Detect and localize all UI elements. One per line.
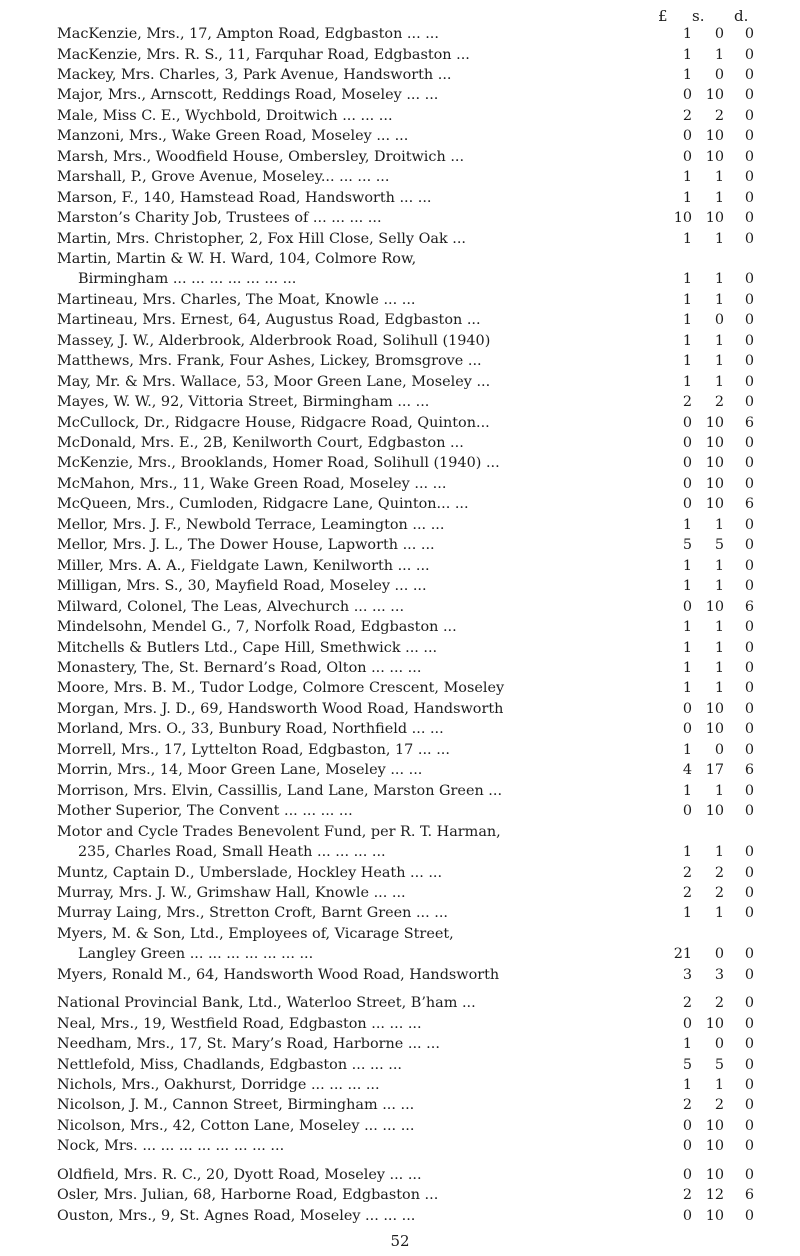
shillings-amount: 1 (714, 169, 724, 186)
shillings-amount: 0 (714, 26, 724, 42)
shillings-amount: 0 (714, 741, 724, 758)
subscriber-name: May, Mr. & Mrs. Wallace, 53, Moor Green Lane, Moseley ... (57, 373, 491, 390)
shillings-amount: 1 (714, 557, 724, 574)
subscriber-name: McCullock, Dr., Ridgacre House, Ridgacre Road, Quinton... (57, 414, 490, 431)
subscriber-name: Miller, Mrs. A. A., Fieldgate Lawn, Kenilworth ... ... (57, 557, 430, 574)
subscriber-name: Mitchells & Butlers Ltd., Cape Hill, Smethwick ... ... (57, 639, 438, 656)
pounds-amount: 0 (682, 1015, 692, 1032)
pence-amount: 0 (744, 578, 754, 595)
list-item (0, 515, 800, 536)
pence-amount: 0 (744, 803, 754, 820)
list-item (0, 1034, 800, 1055)
pence-amount: 0 (744, 1207, 754, 1224)
subscriber-name: Nichols, Mrs., Oakhurst, Dorridge ... ... ... ... (57, 1077, 380, 1093)
pounds-amount: 0 (682, 475, 692, 492)
subscriber-name: Marson, F., 140, Hamstead Road, Handsworth ... ... (57, 189, 432, 206)
list-item (0, 699, 800, 720)
pence-amount: 0 (744, 475, 754, 492)
pence-amount: 0 (744, 291, 754, 308)
shillings-amount: 1 (714, 1077, 724, 1093)
pounds-amount: 1 (682, 26, 692, 42)
shillings-amount: 10 (705, 435, 724, 451)
pence-amount: 0 (744, 230, 754, 247)
list-item (0, 863, 800, 884)
pence-amount: 0 (744, 1166, 754, 1183)
subscriber-name: Marshall, P., Grove Avenue, Moseley... ... ... ... (57, 169, 390, 186)
pounds-amount: 1 (682, 782, 692, 799)
pence-amount: 0 (744, 394, 754, 411)
pounds-amount: 1 (682, 373, 692, 390)
pounds-amount: 1 (682, 578, 692, 595)
shillings-amount: 1 (714, 332, 724, 349)
list-item (0, 842, 800, 863)
shillings-amount: 1 (714, 291, 724, 308)
subscriber-name: Mellor, Mrs. J. F., Newbold Terrace, Leamington ... ... (57, 516, 445, 533)
pounds-amount: 1 (682, 557, 692, 574)
pounds-amount: 0 (682, 1138, 692, 1155)
list-item (0, 1075, 800, 1096)
subscriber-name: Birmingham ... ... ... ... ... ... ... (78, 271, 297, 288)
shillings-amount: 10 (705, 1207, 724, 1224)
subscriber-name: Muntz, Captain D., Umberslade, Hockley Heath ... ... (57, 864, 443, 881)
subscriber-name: Mother Superior, The Convent ... ... ... ... (57, 803, 353, 820)
pence-amount: 6 (744, 1187, 754, 1204)
pounds-amount: 0 (682, 803, 692, 820)
pence-column-header: d. (734, 7, 749, 25)
list-item (0, 638, 800, 659)
shillings-amount: 1 (714, 516, 724, 533)
pounds-amount: 1 (682, 1077, 692, 1093)
subscriber-name: Nicolson, J. M., Cannon Street, Birmingham ... ... (57, 1097, 415, 1114)
pounds-amount: 1 (682, 619, 692, 636)
shillings-amount: 1 (714, 189, 724, 206)
list-item (0, 576, 800, 597)
shillings-amount: 10 (705, 803, 724, 820)
shillings-amount: 2 (714, 864, 724, 881)
subscriber-name: Nock, Mrs. ... ... ... ... ... ... ... ... (57, 1138, 285, 1155)
pence-amount: 0 (744, 537, 754, 554)
list-item (0, 1206, 800, 1227)
shillings-amount: 1 (714, 619, 724, 636)
subscriber-name: Marsh, Mrs., Woodfield House, Ombersley, Droitwich ... (57, 148, 465, 165)
list-item (0, 1165, 800, 1186)
list-item (0, 678, 800, 699)
pounds-amount: 1 (682, 332, 692, 349)
shillings-column-header: s. (692, 7, 705, 25)
shillings-amount: 10 (705, 1166, 724, 1183)
shillings-amount: 1 (714, 578, 724, 595)
list-item (0, 167, 800, 188)
list-item (0, 1136, 800, 1157)
list-item (0, 965, 800, 986)
list-item (0, 781, 800, 802)
subscriber-name: Morrison, Mrs. Elvin, Cassillis, Land Lane, Marston Green ... (57, 782, 503, 799)
pence-amount: 0 (744, 332, 754, 349)
pounds-amount: 2 (682, 394, 692, 411)
list-item (0, 24, 800, 45)
pounds-amount: 0 (682, 1166, 692, 1183)
list-item (0, 719, 800, 740)
shillings-amount: 10 (705, 598, 724, 615)
shillings-amount: 1 (714, 782, 724, 799)
list-item (0, 944, 800, 965)
list-item (0, 597, 800, 618)
list-item (0, 249, 800, 270)
pounds-amount: 1 (682, 905, 692, 922)
pounds-amount: 0 (682, 414, 692, 431)
list-item (0, 760, 800, 781)
pounds-amount: 1 (682, 271, 692, 288)
pence-amount: 0 (744, 557, 754, 574)
pence-amount: 0 (744, 169, 754, 186)
shillings-amount: 2 (714, 394, 724, 411)
pounds-amount: 1 (682, 353, 692, 370)
subscriber-name: Mayes, W. W., 92, Vittoria Street, Birmingham ... ... (57, 394, 430, 411)
pounds-amount: 0 (682, 455, 692, 472)
subscriber-name: Murray Laing, Mrs., Stretton Croft, Barnt Green ... ... (57, 905, 448, 922)
subscriber-name: Male, Miss C. E., Wychbold, Droitwich ... ... ... (57, 107, 393, 124)
list-item (0, 1055, 800, 1076)
shillings-amount: 1 (714, 844, 724, 860)
pence-amount: 0 (744, 373, 754, 390)
pence-amount: 0 (744, 516, 754, 533)
shillings-amount: 0 (714, 66, 724, 83)
subscriber-name: Morland, Mrs. O., 33, Bunbury Road, Northfield ... ... (57, 721, 444, 738)
subscriber-name: Mindelsohn, Mendel G., 7, Norfolk Road, Edgbaston ... (57, 619, 457, 636)
subscriber-name: Martineau, Mrs. Ernest, 64, Augustus Road, Edgbaston ... (57, 312, 481, 329)
subscriber-name: Martin, Mrs. Christopher, 2, Fox Hill Close, Selly Oak ... (57, 230, 466, 247)
pounds-amount: 21 (673, 946, 692, 963)
shillings-amount: 10 (705, 721, 724, 738)
subscriber-name: Nicolson, Mrs., 42, Cotton Lane, Moseley ... ... ... (57, 1117, 415, 1134)
shillings-amount: 0 (714, 1036, 724, 1053)
shillings-amount: 17 (705, 762, 724, 779)
pounds-amount: 1 (682, 1036, 692, 1053)
subscriber-name: Martin, Martin & W. H. Ward, 104, Colmore Row, (57, 250, 417, 267)
pence-amount: 0 (744, 26, 754, 42)
list-item (0, 1116, 800, 1137)
list-item (0, 453, 800, 474)
list-item (0, 433, 800, 454)
shillings-amount: 1 (714, 680, 724, 697)
subscriber-name: 235, Charles Road, Small Heath ... ... ... ... (78, 844, 386, 860)
pence-amount: 0 (744, 905, 754, 922)
subscriber-name: Needham, Mrs., 17, St. Mary’s Road, Harborne ... ... (57, 1036, 440, 1053)
subscriber-name: Myers, Ronald M., 64, Handsworth Wood Road, Handsworth (57, 966, 500, 983)
shillings-amount: 10 (705, 1138, 724, 1155)
subscriber-name: Neal, Mrs., 19, Westfield Road, Edgbaston ... ... ... (57, 1015, 422, 1032)
subscriber-name: Morrin, Mrs., 14, Moor Green Lane, Moseley ... ... (57, 762, 423, 779)
shillings-amount: 10 (705, 455, 724, 472)
pounds-amount: 10 (673, 210, 692, 226)
pounds-amount: 1 (682, 169, 692, 186)
list-item (0, 413, 800, 434)
list-item (0, 351, 800, 372)
pence-amount: 0 (744, 1036, 754, 1053)
pence-amount: 0 (744, 660, 754, 676)
shillings-amount: 10 (705, 700, 724, 717)
subscriber-name: Milward, Colonel, The Leas, Alvechurch ... ... ... (57, 598, 405, 615)
shillings-amount: 10 (705, 210, 724, 226)
list-item (0, 658, 800, 679)
subscriber-name: Massey, J. W., Alderbrook, Alderbrook Road, Solihull (1940) (57, 332, 491, 349)
pence-amount: 6 (744, 762, 754, 779)
list-item (0, 1185, 800, 1206)
pounds-amount: 1 (682, 680, 692, 697)
subscriber-name: McMahon, Mrs., 11, Wake Green Road, Moseley ... ... (57, 475, 447, 492)
list-item (0, 1014, 800, 1035)
pounds-amount: 0 (682, 435, 692, 451)
pounds-amount: 0 (682, 496, 692, 513)
subscriber-name: Ouston, Mrs., 9, St. Agnes Road, Moseley ... ... ... (57, 1207, 416, 1224)
pence-amount: 0 (744, 435, 754, 451)
subscriber-name: Morgan, Mrs. J. D., 69, Handsworth Wood Road, Handsworth (57, 700, 504, 717)
pounds-amount: 0 (682, 598, 692, 615)
list-item (0, 883, 800, 904)
pence-amount: 0 (744, 1015, 754, 1032)
subscriber-name: Mellor, Mrs. J. L., The Dower House, Lapworth ... ... (57, 537, 435, 554)
pence-amount: 0 (744, 107, 754, 124)
subscriber-name: MacKenzie, Mrs. R. S., 11, Farquhar Road, Edgbaston ... (57, 46, 470, 63)
subscriber-name: MacKenzie, Mrs., 17, Ampton Road, Edgbaston ... ... (57, 26, 439, 42)
pounds-amount: 1 (682, 66, 692, 83)
pence-amount: 0 (744, 46, 754, 63)
pence-amount: 0 (744, 148, 754, 165)
subscriber-name: Mackey, Mrs. Charles, 3, Park Avenue, Handsworth ... (57, 66, 452, 83)
pence-amount: 0 (744, 639, 754, 656)
shillings-amount: 1 (714, 353, 724, 370)
list-item (0, 331, 800, 352)
pounds-amount: 2 (682, 864, 692, 881)
shillings-amount: 5 (714, 537, 724, 554)
shillings-amount: 12 (705, 1187, 724, 1204)
pounds-amount: 1 (682, 189, 692, 206)
pence-amount: 0 (744, 946, 754, 963)
list-item (0, 924, 800, 945)
subscriber-name: Nettlefold, Miss, Chadlands, Edgbaston ... ... ... (57, 1056, 402, 1073)
list-item (0, 822, 800, 843)
list-item (0, 392, 800, 413)
subscriber-name: Martineau, Mrs. Charles, The Moat, Knowle ... ... (57, 291, 416, 308)
pounds-amount: 0 (682, 700, 692, 717)
page-number: 52 (390, 1232, 410, 1250)
list-item (0, 494, 800, 515)
pence-amount: 6 (744, 496, 754, 513)
list-item (0, 310, 800, 331)
pence-amount: 0 (744, 353, 754, 370)
pence-amount: 0 (744, 741, 754, 758)
pounds-amount: 0 (682, 87, 692, 104)
shillings-amount: 1 (714, 639, 724, 656)
list-item (0, 65, 800, 86)
pence-amount: 0 (744, 782, 754, 799)
pence-amount: 0 (744, 864, 754, 881)
shillings-amount: 1 (714, 271, 724, 288)
list-item (0, 106, 800, 127)
pence-amount: 0 (744, 455, 754, 472)
pence-amount: 0 (744, 700, 754, 717)
shillings-amount: 1 (714, 230, 724, 247)
shillings-amount: 10 (705, 496, 724, 513)
pence-amount: 6 (744, 598, 754, 615)
shillings-amount: 2 (714, 107, 724, 124)
pence-amount: 0 (744, 128, 754, 145)
shillings-amount: 10 (705, 148, 724, 165)
pence-amount: 0 (744, 1077, 754, 1093)
shillings-amount: 2 (714, 995, 724, 1012)
list-item (0, 903, 800, 924)
subscriber-name: Marston’s Charity Job, Trustees of ... ... ... ... (57, 210, 382, 226)
pounds-amount: 1 (682, 312, 692, 329)
pounds-amount: 1 (682, 844, 692, 860)
pence-amount: 0 (744, 1117, 754, 1134)
list-item (0, 801, 800, 822)
pounds-amount: 0 (682, 721, 692, 738)
pence-amount: 0 (744, 884, 754, 901)
pounds-amount: 4 (682, 762, 692, 779)
list-item (0, 229, 800, 250)
shillings-amount: 0 (714, 312, 724, 329)
pence-amount: 0 (744, 189, 754, 206)
pounds-amount: 1 (682, 660, 692, 676)
list-item (0, 1095, 800, 1116)
shillings-amount: 10 (705, 1015, 724, 1032)
pounds-amount: 1 (682, 291, 692, 308)
shillings-amount: 10 (705, 475, 724, 492)
pence-amount: 0 (744, 721, 754, 738)
subscriber-name: Myers, M. & Son, Ltd., Employees of, Vicarage Street, (57, 925, 454, 942)
shillings-amount: 3 (714, 966, 724, 983)
subscriber-name: Monastery, The, St. Bernard’s Road, Olton ... ... ... (57, 660, 422, 676)
pence-amount: 0 (744, 1097, 754, 1114)
list-item (0, 474, 800, 495)
pounds-amount: 2 (682, 884, 692, 901)
subscriber-name: National Provincial Bank, Ltd., Waterloo Street, B’ham ... (57, 995, 476, 1012)
list-item (0, 290, 800, 311)
shillings-amount: 1 (714, 660, 724, 676)
shillings-amount: 2 (714, 884, 724, 901)
pence-amount: 0 (744, 680, 754, 697)
pence-amount: 0 (744, 87, 754, 104)
subscriber-name: McKenzie, Mrs., Brooklands, Homer Road, Solihull (1940) ... (57, 455, 500, 472)
shillings-amount: 1 (714, 905, 724, 922)
pence-amount: 0 (744, 844, 754, 860)
pence-amount: 6 (744, 414, 754, 431)
list-item (0, 45, 800, 66)
list-item (0, 372, 800, 393)
list-item (0, 535, 800, 556)
pounds-amount: 1 (682, 46, 692, 63)
subscriber-name: Motor and Cycle Trades Benevolent Fund, per R. T. Harman, (57, 823, 501, 840)
subscriber-name: Matthews, Mrs. Frank, Four Ashes, Lickey, Bromsgrove ... (57, 353, 482, 370)
list-item (0, 617, 800, 638)
pence-amount: 0 (744, 271, 754, 288)
pounds-amount: 2 (682, 107, 692, 124)
pounds-amount: 3 (682, 966, 692, 983)
pounds-amount: 0 (682, 128, 692, 145)
list-item (0, 993, 800, 1014)
shillings-amount: 1 (714, 373, 724, 390)
pounds-column-header: £ (658, 7, 668, 25)
list-item (0, 188, 800, 209)
list-item (0, 740, 800, 761)
pence-amount: 0 (744, 1056, 754, 1073)
pounds-amount: 2 (682, 1097, 692, 1114)
pence-amount: 0 (744, 966, 754, 983)
subscriber-name: Morrell, Mrs., 17, Lyttelton Road, Edgbaston, 17 ... ... (57, 741, 450, 758)
pence-amount: 0 (744, 1138, 754, 1155)
subscriber-name: Langley Green ... ... ... ... ... ... ... (78, 946, 314, 963)
pounds-amount: 1 (682, 639, 692, 656)
pounds-amount: 2 (682, 1187, 692, 1204)
pounds-amount: 0 (682, 1117, 692, 1134)
list-item (0, 147, 800, 168)
pence-amount: 0 (744, 312, 754, 329)
subscriber-name: McQueen, Mrs., Cumloden, Ridgacre Lane, Quinton... ... (57, 496, 469, 513)
subscriber-name: Moore, Mrs. B. M., Tudor Lodge, Colmore Crescent, Moseley (57, 680, 505, 697)
list-item (0, 85, 800, 106)
shillings-amount: 0 (714, 946, 724, 963)
shillings-amount: 10 (705, 87, 724, 104)
subscriber-name: Murray, Mrs. J. W., Grimshaw Hall, Knowle ... ... (57, 884, 406, 901)
list-item (0, 269, 800, 290)
subscriber-name: Oldfield, Mrs. R. C., 20, Dyott Road, Moseley ... ... (57, 1166, 422, 1183)
pence-amount: 0 (744, 210, 754, 226)
subscriber-name: Milligan, Mrs. S., 30, Mayfield Road, Moseley ... ... (57, 578, 427, 595)
pounds-amount: 5 (682, 537, 692, 554)
pounds-amount: 1 (682, 741, 692, 758)
shillings-amount: 5 (714, 1056, 724, 1073)
subscriber-name: Major, Mrs., Arnscott, Reddings Road, Moseley ... ... (57, 87, 439, 104)
pence-amount: 0 (744, 995, 754, 1012)
pounds-amount: 5 (682, 1056, 692, 1073)
pounds-amount: 2 (682, 995, 692, 1012)
subscriber-name: Osler, Mrs. Julian, 68, Harborne Road, Edgbaston ... (57, 1187, 439, 1204)
shillings-amount: 10 (705, 1117, 724, 1134)
pounds-amount: 0 (682, 1207, 692, 1224)
list-item (0, 208, 800, 229)
shillings-amount: 10 (705, 414, 724, 431)
subscriber-name: Manzoni, Mrs., Wake Green Road, Moseley ... ... (57, 128, 409, 145)
list-item (0, 126, 800, 147)
pounds-amount: 1 (682, 230, 692, 247)
pence-amount: 0 (744, 66, 754, 83)
shillings-amount: 2 (714, 1097, 724, 1114)
pounds-amount: 0 (682, 148, 692, 165)
pence-amount: 0 (744, 619, 754, 636)
shillings-amount: 10 (705, 128, 724, 145)
pounds-amount: 1 (682, 516, 692, 533)
shillings-amount: 1 (714, 46, 724, 63)
list-item (0, 556, 800, 577)
subscriber-name: McDonald, Mrs. E., 2B, Kenilworth Court, Edgbaston ... (57, 435, 464, 451)
